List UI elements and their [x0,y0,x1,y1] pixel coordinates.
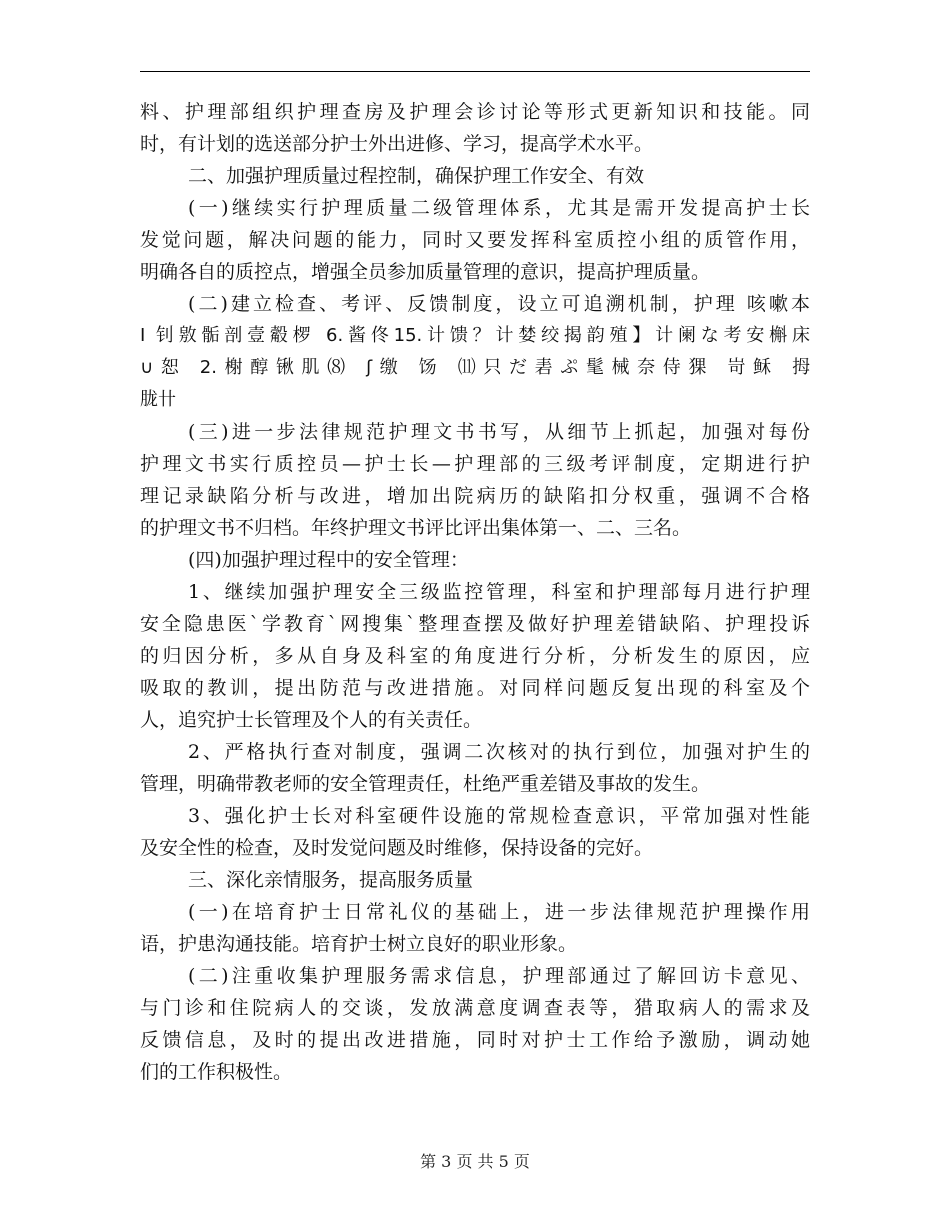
text-line: (一)在培育护士日常礼仪的基础上，进一步法律规范护理操作用 [188,901,810,923]
text-line: (三)进一步法律规范护理文书书写，从细节上抓起，加强对每份 [188,421,810,443]
text-line: 二、加强护理质量过程控制，确保护理工作安全、有效 [188,165,645,187]
text-line: 明确各自的质控点，增强全员参加质量管理的意识，提高护理质量。 [140,261,711,283]
text-line: (一)继续实行护理质量二级管理体系，尤其是需开发提高护士长 [188,197,810,219]
text-line: 3、强化护士长对科室硬件设施的常规检查意识，平常加强对性能 [188,805,810,827]
text-line: 理记录缺陷分析与改进，增加出院病历的缺陷扣分权重，强调不合格 [140,485,810,507]
text-line: 1、继续加强护理安全三级监控管理，科室和护理部每月进行护理 [188,581,810,603]
text-line: 吸取的教训，提出防范与改进措施。对同样问题反复出现的科室及个 [140,677,810,699]
text-line: 及安全性的检查，及时发觉问题及时维修，保持设备的完好。 [140,837,654,859]
text-line: 护理文书实行质控员—护士长—护理部的三级考评制度，定期进行护 [140,453,810,475]
text-line: (二)建立检查、考评、反馈制度，设立可追溯机制，护理 咳嗽本 [188,293,810,315]
text-line: 语，护患沟通技能。培育护士树立良好的职业形象。 [140,933,578,955]
text-line: 发觉问题，解决问题的能力，同时又要发挥科室质控小组的质管作用， [140,229,810,251]
text-line: 三、深化亲情服务，提高服务质量 [188,869,474,891]
text-line: 们的工作积极性。 [140,1061,293,1083]
text-line: (四)加强护理过程中的安全管理： [188,549,469,571]
text-line: 胧卄 [140,389,176,410]
text-line: 时，有计划的选送部分护士外出进修、学习，提高学术水平。 [140,133,654,155]
text-line: ∪恕 2.榭醇锹肌⑻ ʃ缴 饧 ⑾只だ砉ぷ髦械奈侍猓 岢稣 拇 [140,357,810,378]
text-line: (二)注重收集护理服务需求信息，护理部通过了解回访卡意见、 [188,965,810,987]
text-line: 2、严格执行查对制度，强调二次核对的执行到位，加强对护生的 [188,741,810,763]
text-line: 管理，明确带教老师的安全管理责任，杜绝严重差错及事故的发生。 [140,773,711,795]
text-line: 料、护理部组织护理查房及护理会诊讨论等形式更新知识和技能。同 [140,101,810,123]
header-rule [140,71,810,72]
page-number-footer: 第 3 页 共 5 页 [420,1152,530,1171]
document-body [140,96,810,1088]
text-line: 的护理文书不归档。年终护理文书评比评出集体第一、二、三名。 [140,517,692,539]
text-line: 反馈信息，及时的提出改进措施，同时对护士工作给予激励，调动她 [140,1029,810,1051]
text-line: 的归因分析，多从自身及科室的角度进行分析，分析发生的原因，应 [140,645,810,667]
text-line: 安全隐患医`学教育`网搜集`整理查摆及做好护理差错缺陷、护理投诉 [140,613,810,635]
text-line: 与门诊和住院病人的交谈，发放满意度调查表等，猎取病人的需求及 [140,997,810,1019]
text-line: I 钊敫骺剖壹觳椤 6.酱佟15.计馈？计婪绞揭韵殖】计阑な考安槲床 [140,325,810,346]
text-line: 人，追究护士长管理及个人的有关责任。 [140,709,483,731]
